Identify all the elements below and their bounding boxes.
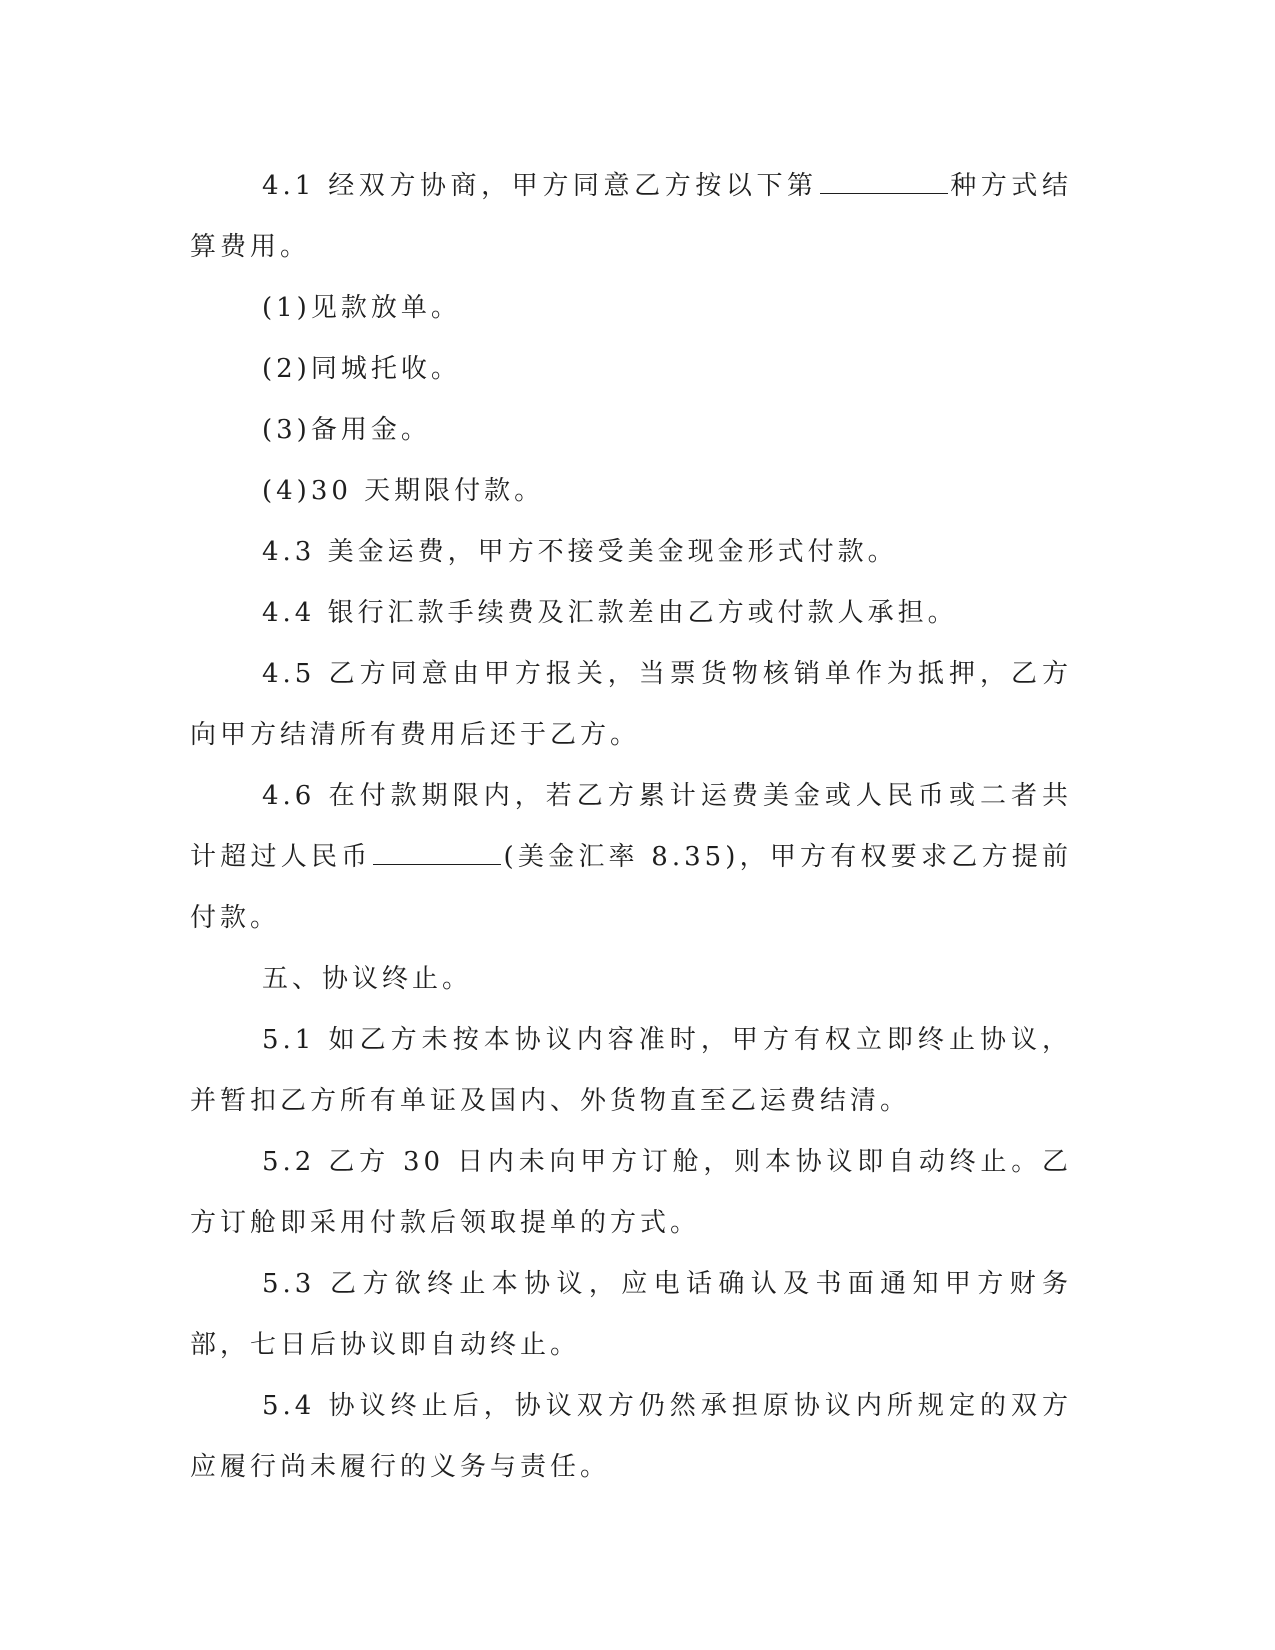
clause-4-1-text-after: 种方式结算费用。 [190,171,1072,262]
option-4: (4)30 天期限付款。 [262,476,545,506]
option-3: (3)备用金。 [262,415,431,445]
clause-4-1-text-before: 4.1 经双方协商，甲方同意乙方按以下第 [262,171,818,201]
clause-4-6-text-before: 4.6 在付款期限内，若乙方累计运费美金或人民币或二者共计超过人民币 [190,781,1072,872]
option-1: (1)见款放单。 [262,293,461,323]
clause-5-1: 5.1 如乙方未按本协议内容准时，甲方有权立即终止协议，并暂扣乙方所有单证及国内、外货物直至乙运费结清。 [190,1025,1072,1116]
fill-in-blank [820,171,948,194]
section-heading-5: 五、协议终止。 [262,964,473,994]
clause-4-4: 4.4 银行汇款手续费及汇款差由乙方或付款人承担。 [262,598,958,628]
document-body [190,156,1072,1498]
clause-4-6-text-after: (美金汇率 8.35)，甲方有权要求乙方提前付款。 [190,842,1072,933]
fill-in-blank [373,842,501,865]
clause-4-6 [190,766,1072,949]
clause-4-3: 4.3 美金运费，甲方不接受美金现金形式付款。 [262,537,898,567]
clause-4-5: 4.5 乙方同意由甲方报关，当票货物核销单作为抵押，乙方向甲方结清所有费用后还于乙方。 [190,659,1072,750]
option-2: (2)同城托收。 [262,354,461,384]
clause-5-2: 5.2 乙方 30 日内未向甲方订舱，则本协议即自动终止。乙方订舱即采用付款后领取提单的方式。 [190,1147,1072,1238]
clause-4-1 [190,156,1072,278]
clause-5-4: 5.4 协议终止后，协议双方仍然承担原协议内所规定的双方应履行尚未履行的义务与责任。 [190,1391,1072,1482]
clause-5-3: 5.3 乙方欲终止本协议，应电话确认及书面通知甲方财务部，七日后协议即自动终止。 [190,1269,1072,1360]
